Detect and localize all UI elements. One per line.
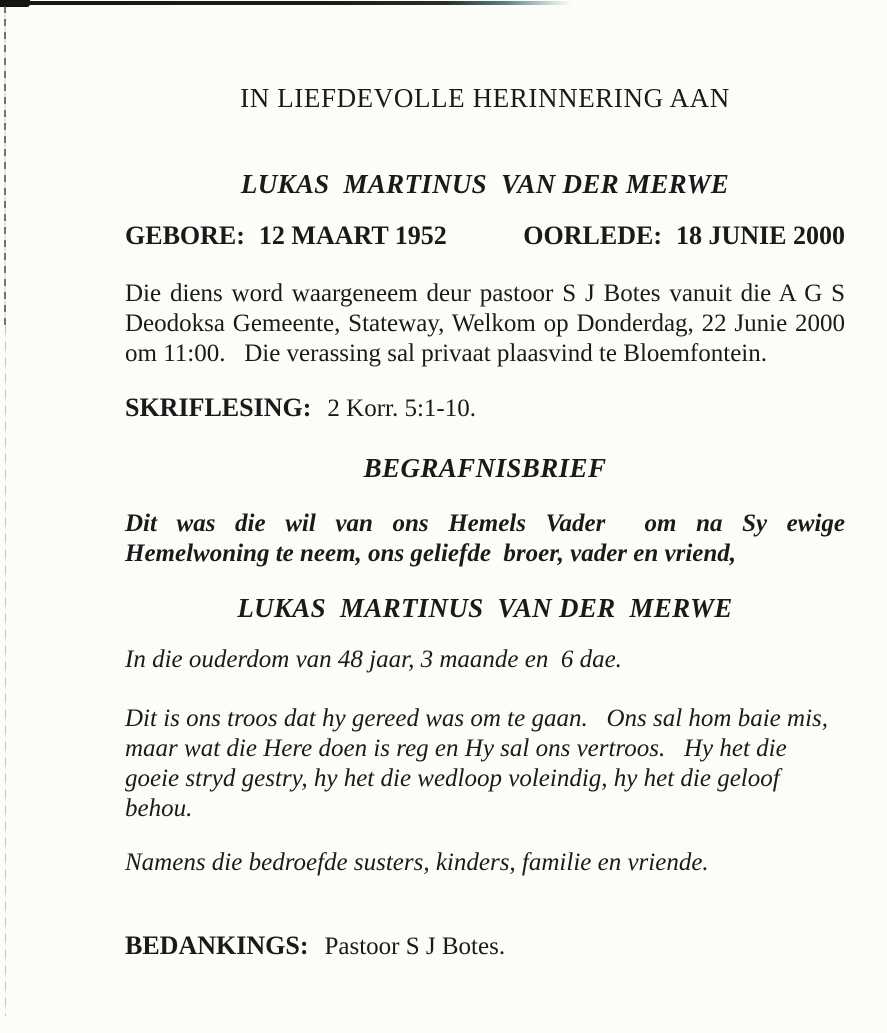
funeral-letter-heading: BEGRAFNISBRIEF (363, 453, 607, 483)
deceased-name-repeat: LUKAS MARTINUS VAN DER MERWE (237, 593, 733, 623)
comfort-paragraph (125, 704, 845, 824)
scan-left-edge-line-upper (4, 6, 6, 326)
scan-left-edge-line-lower (5, 326, 6, 1016)
opening-line: IN LIEFDEVOLLE HERINNERING AAN (240, 83, 730, 113)
thanks-label: BEDANKINGS: (125, 931, 309, 960)
will-line-2: Hemelwoning te neem, ons geliefde broer, vader en vriend, (125, 540, 737, 567)
age-line: In die ouderdom van 48 jaar, 3 maande en 6 dae. (125, 646, 622, 673)
acknowledgement-line: Namens die bedroefde susters, kinders, familie en vriende. (125, 849, 709, 876)
will-line-1: Dit was die wil van ons Hemels Vader om na Sy ewige (125, 510, 845, 537)
vitals-row (125, 220, 845, 252)
comfort-line-1: Dit is ons troos dat hy gereed was om te gaan. Ons sal hom baie mis, (125, 705, 828, 732)
died-label: OORLEDE: (523, 221, 662, 250)
born-value: 12 MAART 1952 (258, 221, 447, 250)
comfort-line-4: behou. (125, 795, 193, 822)
service-details-paragraph (125, 279, 845, 369)
scan-top-edge-line (0, 1, 572, 5)
died-value: 18 JUNIE 2000 (675, 221, 845, 250)
thanks-value: Pastoor S J Botes. (324, 933, 506, 960)
comfort-line-2: maar wat die Here doen is reg en Hy sal ons vertroos. Hy het die (125, 735, 787, 762)
died-entry (523, 220, 845, 252)
service-line-1: Die diens word waargeneem deur pastoor S J Botes vanuit die A G S (125, 280, 845, 307)
scripture-value: 2 Korr. 5:1-10. (327, 395, 476, 422)
scripture-label: SKRIFLESING: (125, 393, 312, 422)
born-label: GEBORE: (125, 221, 245, 250)
deceased-name: LUKAS MARTINUS VAN DER MERWE (240, 169, 730, 199)
service-line-2: Deodoksa Gemeente, Stateway, Welkom op Donderdag, 22 Junie 2000 (125, 310, 845, 337)
service-line-3: om 11:00. Die verassing sal privaat plaasvind te Bloemfontein. (125, 340, 767, 367)
scripture-row (125, 392, 845, 425)
thanks-row (125, 930, 845, 963)
will-paragraph (125, 509, 845, 569)
born-entry (125, 220, 447, 252)
comfort-line-3: goeie stryd gestry, hy het die wedloop voleindig, hy het die geloof (125, 765, 780, 792)
